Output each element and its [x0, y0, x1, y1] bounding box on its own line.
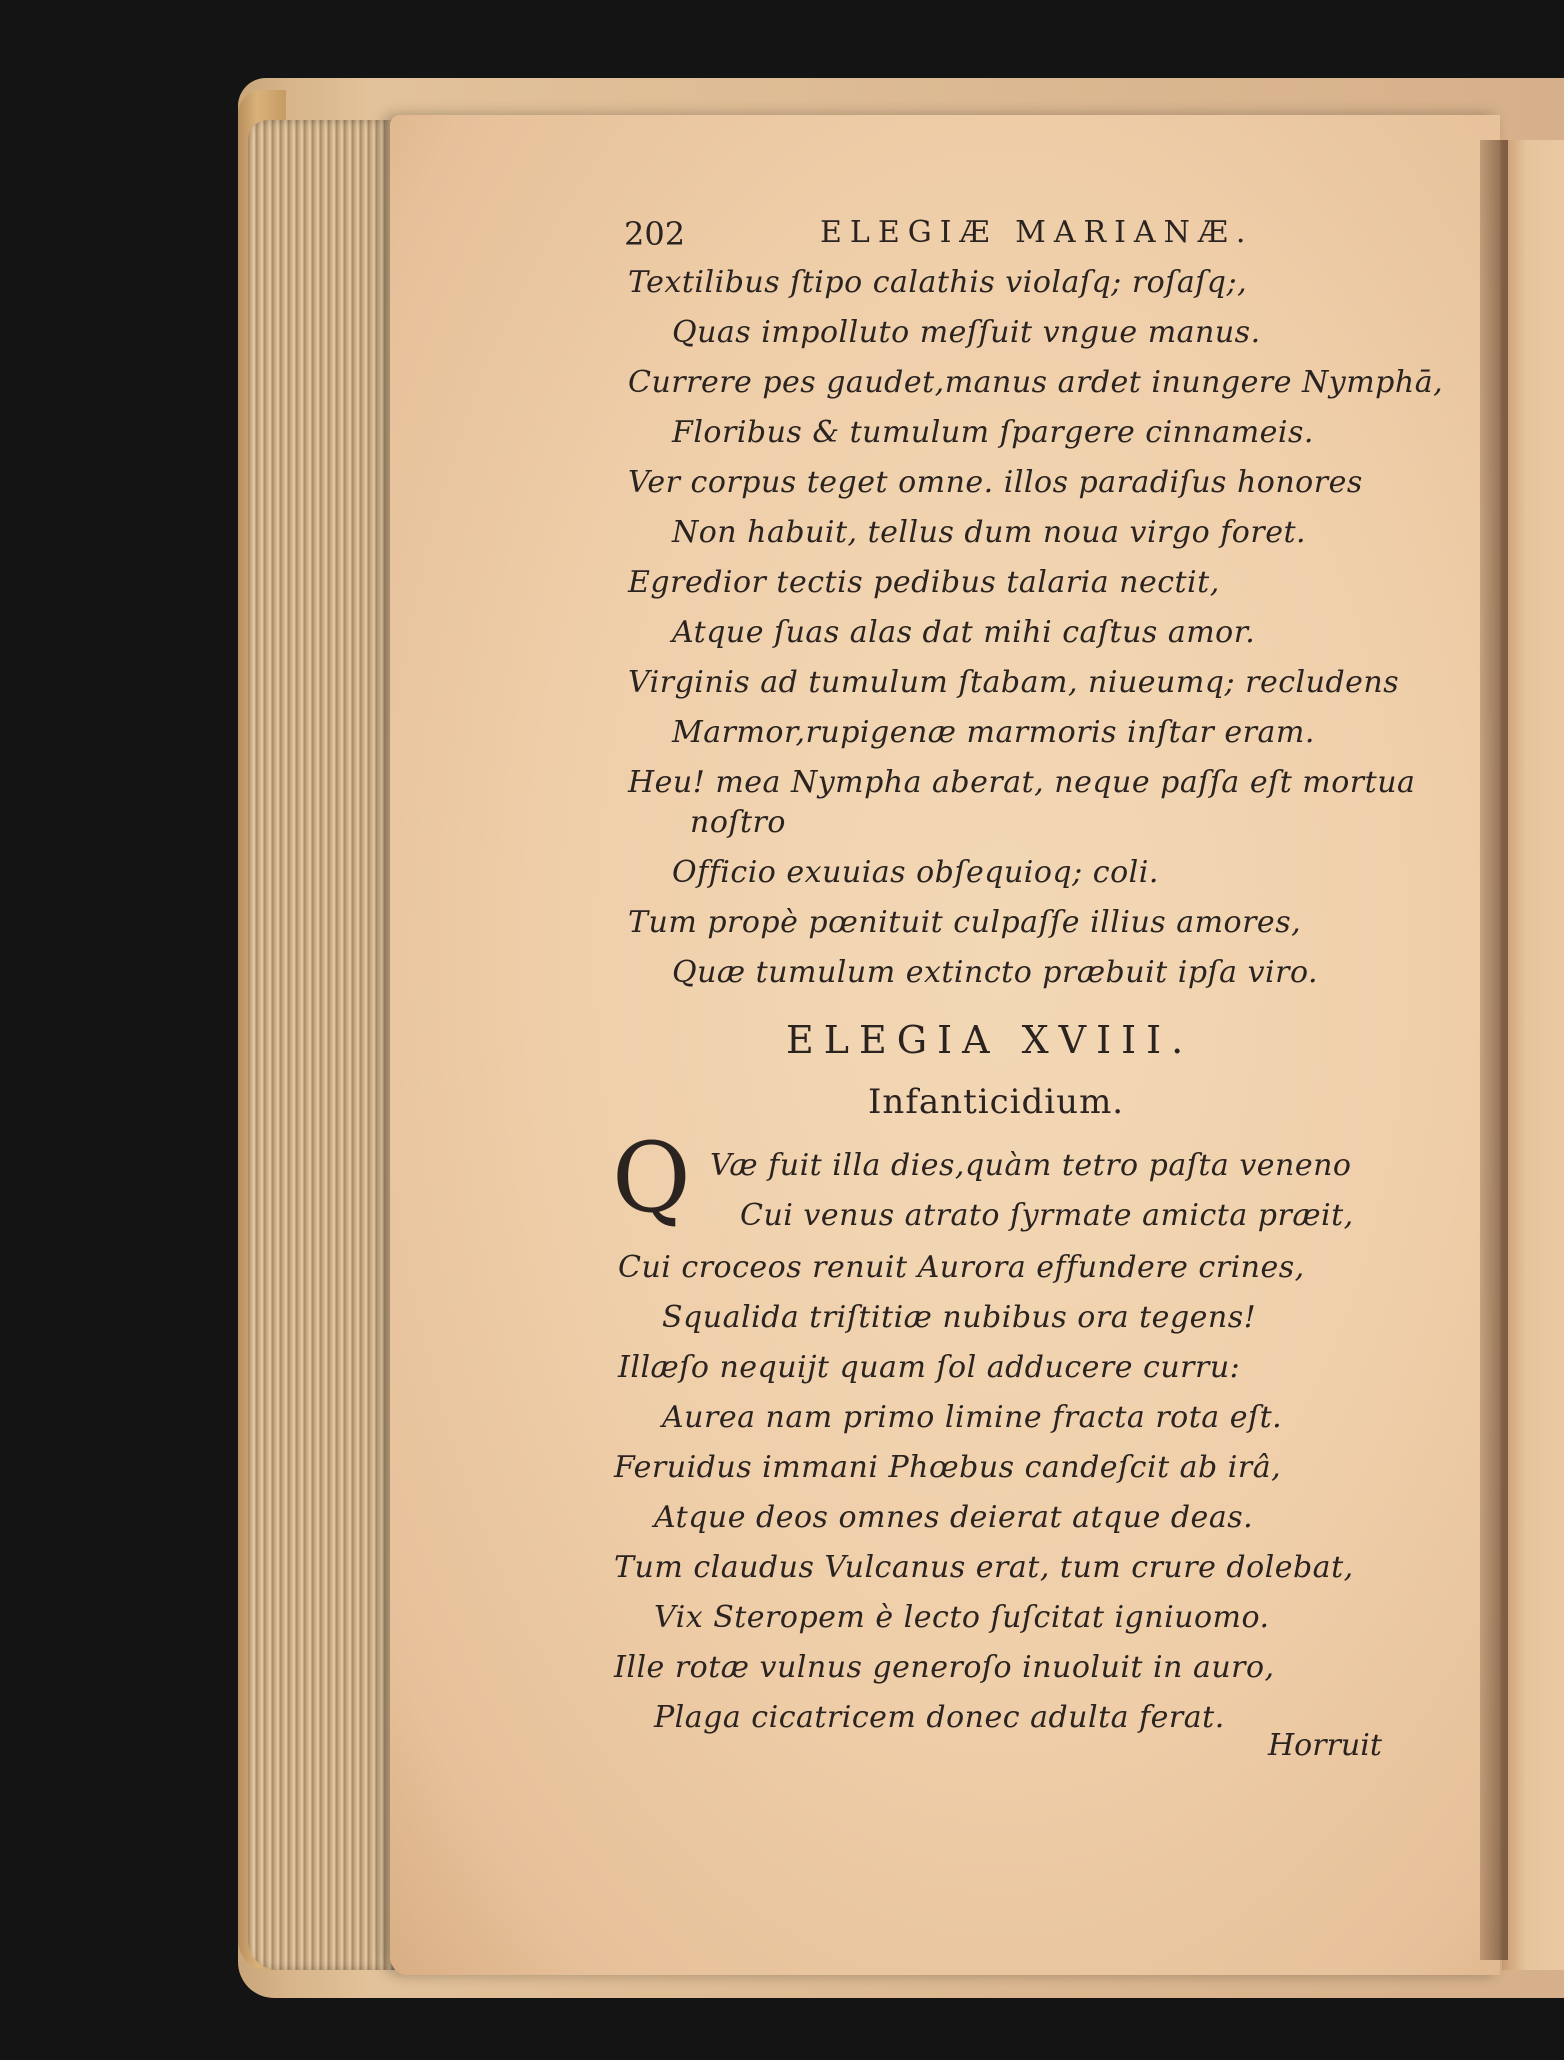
verse-line: Tum propè pœnituit culpaſſe illius amores,: [628, 905, 1302, 940]
verse-line: Cui venus atrato ſyrmate amicta præit,: [740, 1198, 1354, 1233]
verse-line: Ille rotæ vulnus generoſo inuoluit in auro,: [614, 1650, 1275, 1685]
verse-line: Squalida triſtitiæ nubibus ora tegens!: [662, 1300, 1257, 1335]
verse-line: Aurea nam primo limine fracta rota eſt.: [662, 1400, 1283, 1435]
catchword: Horruit: [1268, 1728, 1382, 1763]
verse-line: Currere pes gaudet,manus ardet inungere Nymphā,: [628, 365, 1444, 400]
verse-line: Egredior tectis pedibus talaria nectit,: [628, 565, 1220, 600]
verse-line: Heu! mea Nympha aberat, neque paſſa eſt mortua: [628, 765, 1416, 800]
page-number: 202: [624, 215, 686, 253]
verse-line: Atque deos omnes deierat atque deas.: [654, 1500, 1254, 1535]
verse-line: Illæſo nequijt quam ſol adducere curru:: [618, 1350, 1241, 1385]
verse-line: Væ fuit illa dies,quàm tetro paſta veneno: [710, 1148, 1352, 1183]
verse-line: Tum claudus Vulcanus erat, tum crure dolebat,: [614, 1550, 1354, 1585]
verse-line: Floribus & tumulum ſpargere cinnameis.: [672, 415, 1314, 450]
verse-line: noſtro: [690, 805, 786, 840]
verse-line: Virginis ad tumulum ſtabam, niueumq; recludens: [628, 665, 1400, 700]
verse-line: Atque ſuas alas dat mihi caſtus amor.: [672, 615, 1256, 650]
verse-line: Cui croceos renuit Aurora effundere crines,: [618, 1250, 1305, 1285]
verse-line: Quæ tumulum extincto præbuit ipſa viro.: [672, 955, 1319, 990]
verse-line: Marmor,rupigenæ marmoris inſtar eram.: [672, 715, 1315, 750]
drop-cap: Q: [612, 1122, 691, 1234]
verse-line: Vix Steropem è lecto ſuſcitat igniuomo.: [654, 1600, 1270, 1635]
verse-line: Feruidus immani Phœbus candeſcit ab irâ,: [614, 1450, 1282, 1485]
running-title: ELEGIÆ MARIANÆ.: [820, 215, 1254, 250]
section-title: ELEGIA XVIII.: [786, 1018, 1194, 1062]
verse-line: Officio exuuias obſequioq; coli.: [672, 855, 1159, 890]
verse-line: Ver corpus teget omne. illos paradiſus honores: [628, 465, 1363, 500]
verse-line: Non habuit, tellus dum noua virgo foret.: [672, 515, 1307, 550]
verse-line: Plaga cicatricem donec adulta ferat.: [654, 1700, 1225, 1735]
section-subtitle: Infanticidium.: [868, 1082, 1125, 1122]
verse-line: Quas impolluto meſſuit vngue manus.: [672, 315, 1261, 350]
verse-line: Textilibus ſtipo calathis violaſq; roſaſq;,: [628, 265, 1248, 300]
